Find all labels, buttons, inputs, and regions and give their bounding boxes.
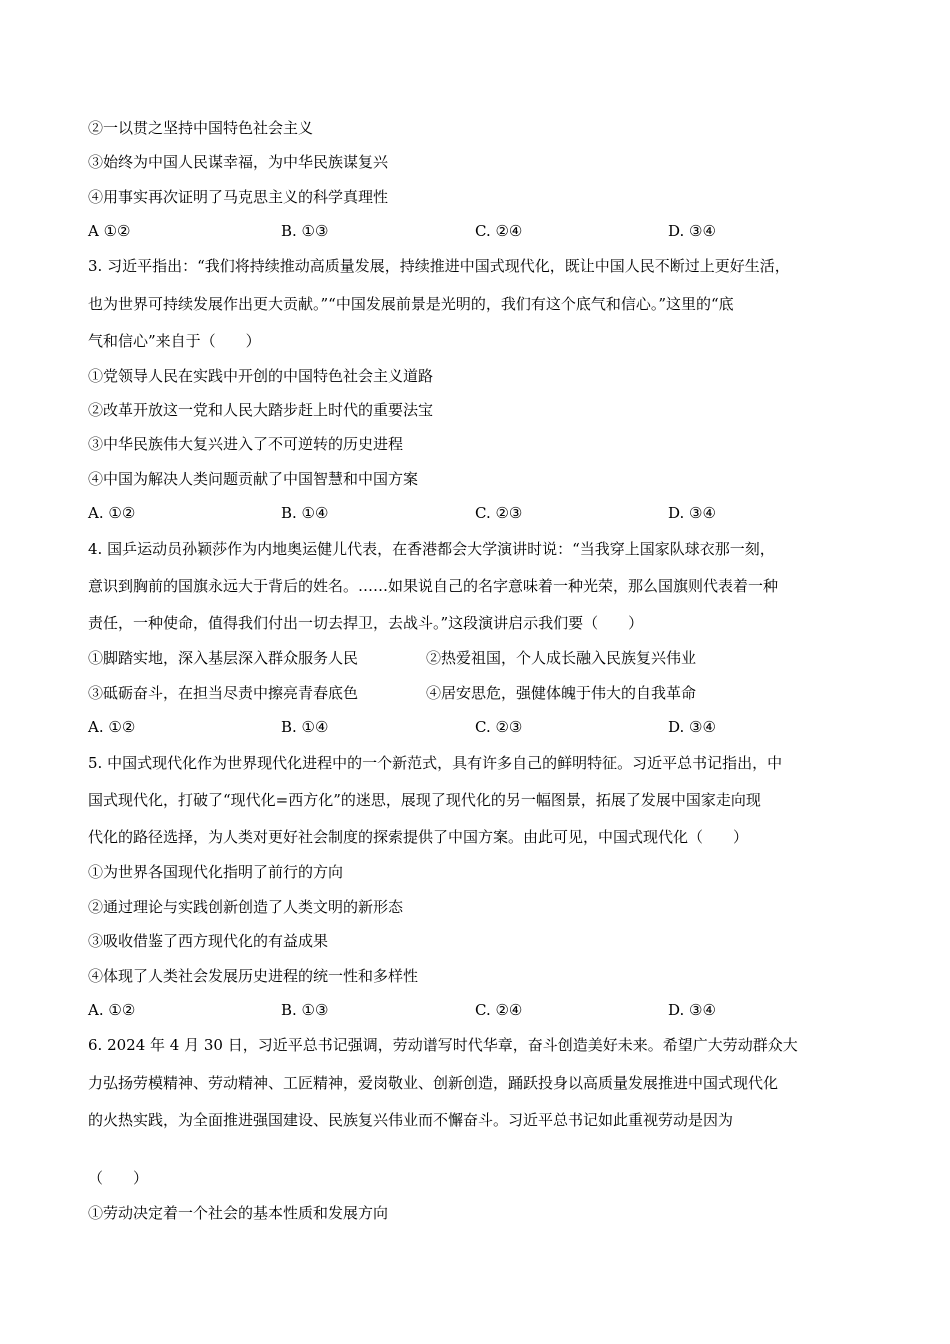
q5-item-3: ③吸收借鉴了西方现代化的有益成果 (88, 932, 329, 950)
q6-stem-line-3: 的火热实践，为全面推进强国建设、民族复兴伟业而不懈奋斗。习近平总书记如此重视劳动是因为 (88, 1111, 734, 1129)
q3-item-2: ②改革开放这一党和人民大踏步赶上时代的重要法宝 (88, 401, 434, 419)
q4-option-d: D. ③④ (668, 718, 716, 736)
q3-options (88, 503, 888, 523)
q5-option-d: D. ③④ (668, 1001, 716, 1019)
q2-item-2: ②一以贯之坚持中国特色社会主义 (88, 119, 314, 137)
q5-options (88, 1000, 888, 1020)
q4-options (88, 717, 888, 737)
q4-items-row-2 (88, 683, 888, 703)
q4-item-2: ②热爱祖国，个人成长融入民族复兴伟业 (426, 649, 697, 667)
q2-item-4: ④用事实再次证明了马克思主义的科学真理性 (88, 188, 389, 206)
q3-option-d: D. ③④ (668, 504, 716, 522)
q3-stem-line-2: 也为世界可持续发展作出更大贡献。”“中国发展前景是光明的，我们有这个底气和信心。”这里的“底 (88, 295, 734, 313)
q5-item-4: ④体现了人类社会发展历史进程的统一性和多样性 (88, 967, 419, 985)
q4-items-row-1 (88, 648, 888, 668)
q4-option-c: C. ②③ (475, 718, 523, 736)
q5-item-1: ①为世界各国现代化指明了前行的方向 (88, 863, 344, 881)
q3-option-b: B. ①④ (281, 504, 329, 522)
q2-option-b: B. ①③ (281, 222, 329, 240)
q4-item-1: ①脚踏实地，深入基层深入群众服务人民 (88, 649, 359, 667)
q3-item-4: ④中国为解决人类问题贡献了中国智慧和中国方案 (88, 470, 419, 488)
q4-option-a: A. ①② (88, 718, 136, 736)
q4-stem-line-2: 意识到胸前的国旗永远大于背后的姓名。……如果说自己的名字意味着一种光荣，那么国旗则代表着一种 (88, 577, 779, 595)
q5-option-a: A. ①② (88, 1001, 136, 1019)
q5-item-2: ②通过理论与实践创新创造了人类文明的新形态 (88, 898, 404, 916)
q3-item-3: ③中华民族伟大复兴进入了不可逆转的历史进程 (88, 435, 404, 453)
q4-stem-line-1: 4. 国乒运动员孙颖莎作为内地奥运健儿代表，在香港都会大学演讲时说：“当我穿上国家队球衣那一刻， (88, 540, 775, 558)
q5-stem-line-1: 5. 中国式现代化作为世界现代化进程中的一个新范式，具有许多自己的鲜明特征。习近平总书记指出，中 (88, 754, 783, 772)
q3-stem-line-3: 气和信心”来自于（ ） (88, 332, 261, 350)
q6-stem-line-2: 力弘扬劳模精神、劳动精神、工匠精神，爱岗敬业、创新创造，踊跃投身以高质量发展推进中国式现代化 (88, 1074, 779, 1092)
q2-options (88, 221, 888, 241)
q5-option-b: B. ①③ (281, 1001, 329, 1019)
q5-option-c: C. ②④ (475, 1001, 523, 1019)
q3-stem-line-1: 3. 习近平指出：“我们将持续推动高质量发展，持续推进中国式现代化，既让中国人民不断过上更好生活， (88, 257, 790, 275)
q5-stem-line-3: 代化的路径选择，为人类对更好社会制度的探索提供了中国方案。由此可见，中国式现代化（ ） (88, 828, 749, 846)
q2-item-3: ③始终为中国人民谋幸福，为中华民族谋复兴 (88, 153, 389, 171)
q3-option-c: C. ②③ (475, 504, 523, 522)
q6-item-1: ①劳动决定着一个社会的基本性质和发展方向 (88, 1204, 389, 1222)
q4-item-4: ④居安思危，强健体魄于伟大的自我革命 (426, 684, 697, 702)
q5-stem-line-2: 国式现代化，打破了“现代化=西方化”的迷思，展现了现代化的另一幅图景，拓展了发展中国家走向现 (88, 791, 761, 809)
q3-item-1: ①党领导人民在实践中开创的中国特色社会主义道路 (88, 367, 434, 385)
q6-answer-parentheses: （ ） (88, 1169, 149, 1187)
q2-option-a: A ①② (88, 222, 131, 240)
q6-stem-line-1: 6. 2024 年 4 月 30 日，习近平总书记强调，劳动谱写时代华章，奋斗创造美好未来。希望广大劳动群众大 (88, 1036, 798, 1054)
q3-option-a: A. ①② (88, 504, 136, 522)
q2-option-c: C. ②④ (475, 222, 523, 240)
q4-option-b: B. ①④ (281, 718, 329, 736)
q4-stem-line-3: 责任，一种使命，值得我们付出一切去捍卫，去战斗。”这段演讲启示我们要（ ） (88, 614, 644, 632)
q2-option-d: D. ③④ (668, 222, 716, 240)
q4-item-3: ③砥砺奋斗，在担当尽责中擦亮青春底色 (88, 684, 359, 702)
